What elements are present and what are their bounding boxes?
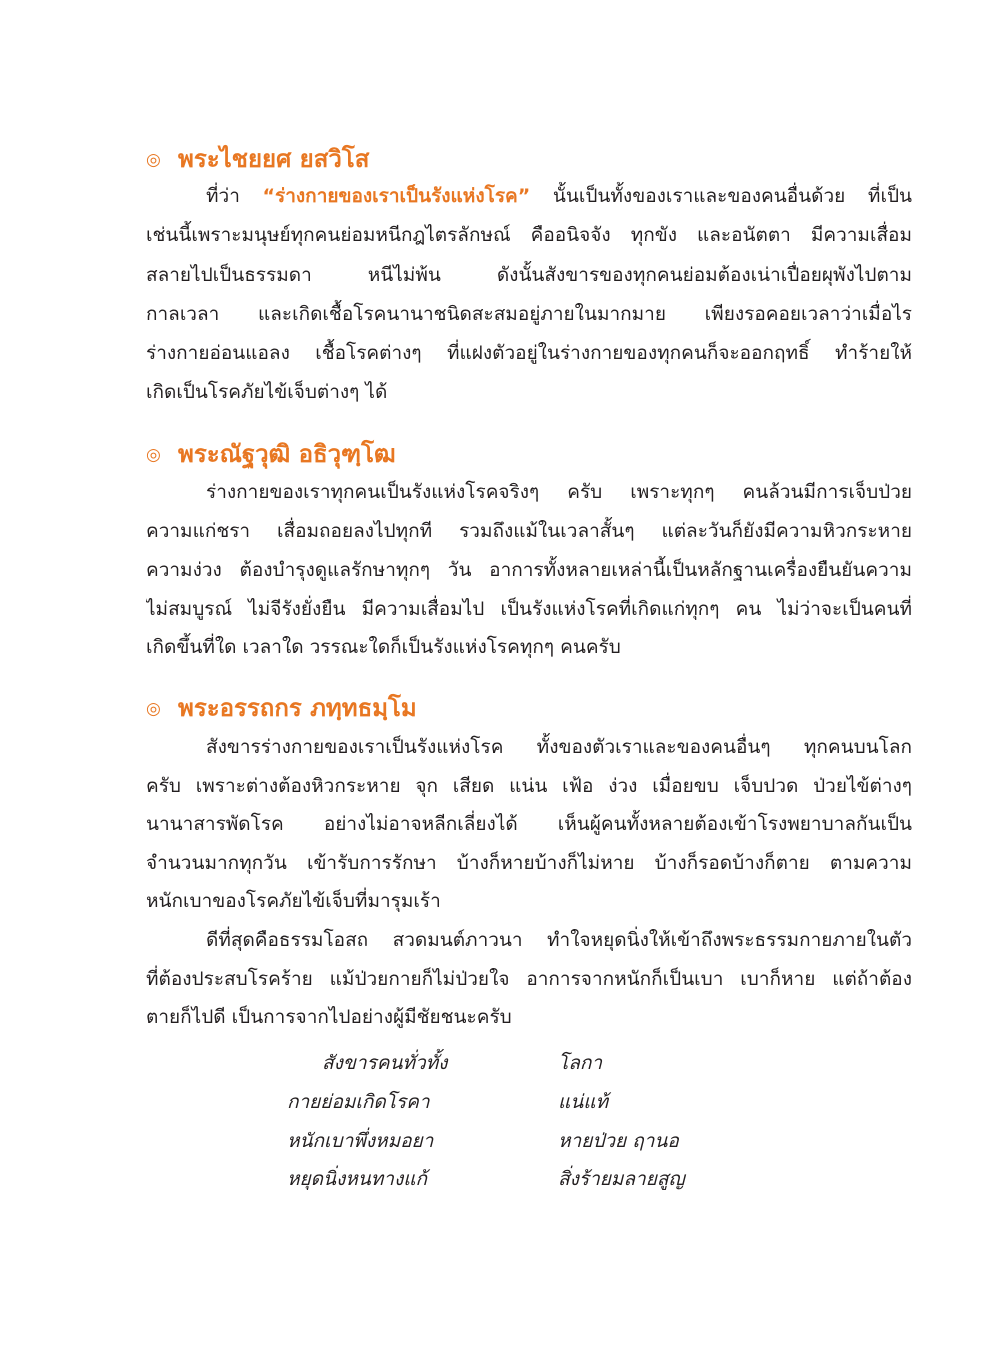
section-3-para2-line-2: ที่ต้องประสบโรคร้าย แม้ป่วยกายก็ไม่ป่วยใจ อาการจากหนักก็เป็นเบา เบาก็หาย แต่ถ้าต้อง bbox=[146, 968, 912, 990]
poem-left-3: หนักเบาพึ่งหมอยา bbox=[287, 1130, 434, 1152]
section-3-para2-line-3: ตายก็ไปดี เป็นการจากไปอย่างผู้มีชัยชนะครับ bbox=[146, 1006, 512, 1028]
bullet-icon: ◎ bbox=[146, 699, 161, 719]
poem-left-4: หยุดนิ่งหนทางแก้ bbox=[287, 1168, 427, 1190]
bullet-icon: ◎ bbox=[146, 445, 161, 465]
poem-left-2: กายย่อมเกิดโรคา bbox=[287, 1091, 430, 1113]
section-3-line-5: หนักเบาของโรคภัยไข้เจ็บที่มารุมเร้า bbox=[146, 890, 441, 912]
section-2-title bbox=[146, 437, 396, 472]
section-3-line-1: สังขารร่างกายของเราเป็นรังแห่งโรค ทั้งของตัวเราและของคนอื่นๆ ทุกคนบนโลก bbox=[206, 736, 912, 758]
section-1-highlight: “ร่างกายของเราเป็นรังแห่งโรค” bbox=[262, 185, 531, 207]
section-3-line-4: จำนวนมากทุกวัน เข้ารับการรักษา บ้างก็หายบ้างก็ไม่หาย บ้างก็รอดบ้างก็ตาย ตามความ bbox=[146, 852, 912, 874]
poem-right-4: สิ่งร้ายมลายสูญ bbox=[558, 1168, 685, 1190]
section-2-title-text: พระณัฐวุฒิ อธิวุฑฺโฒ bbox=[178, 440, 396, 468]
poem-left-1: สังขารคนทั่วทั้ง bbox=[322, 1052, 448, 1074]
section-1-line-5: ร่างกายอ่อนแอลง เชื้อโรคต่างๆ ที่แฝงตัวอยู่ในร่างกายของทุกคนก็จะออกฤทธิ์ ทำร้ายให้ bbox=[146, 342, 912, 364]
section-3-title bbox=[146, 691, 417, 726]
section-2-line-2: ความแก่ชรา เสื่อมถอยลงไปทุกที รวมถึงแม้ในเวลาสั้นๆ แต่ละวันก็ยังมีความหิวกระหาย bbox=[146, 520, 912, 542]
section-1-line-6: เกิดเป็นโรคภัยไข้เจ็บต่างๆ ได้ bbox=[146, 381, 388, 403]
section-2-line-4: ไม่สมบูรณ์ ไม่จีรังยั่งยืน มีความเสื่อมไป เป็นรังแห่งโรคที่เกิดแก่ทุกๆ คน ไม่ว่าจะเป็นคนที่ bbox=[146, 598, 912, 620]
section-1-line-1-text: นั้นเป็นทั้งของเราและของคนอื่นด้วย ที่เป็น bbox=[552, 185, 912, 207]
section-1-title-text: พระไชยยศ ยสวิโส bbox=[178, 145, 370, 173]
section-1-line-3: สลายไปเป็นธรรมดา หนีไม่พ้น ดังนั้นสังขารของทุกคนย่อมต้องเน่าเปื่อยผุพังไปตาม bbox=[146, 264, 912, 286]
section-1-line-1 bbox=[206, 181, 912, 211]
poem-right-2: แน่แท้ bbox=[558, 1091, 609, 1113]
section-3-line-3: นานาสารพัดโรค อย่างไม่อาจหลีกเลี่ยงได้ เห็นผู้คนทั้งหลายต้องเข้าโรงพยาบาลกันเป็น bbox=[146, 813, 912, 835]
poem-right-3: หายป่วย ฤานอ bbox=[558, 1130, 679, 1152]
section-1-title bbox=[146, 142, 369, 177]
section-3-title-text: พระอรรถกร ภทฺทธมฺโม bbox=[178, 694, 417, 722]
section-3-line-2: ครับ เพราะต่างต้องหิวกระหาย จุก เสียด แน่น เฟ้อ ง่วง เมื่อยขบ เจ็บปวด ป่วยไข้ต่างๆ bbox=[146, 775, 912, 797]
section-1-line-4: กาลเวลา และเกิดเชื้อโรคนานาชนิดสะสมอยู่ภายในมากมาย เพียงรอคอยเวลาว่าเมื่อไร bbox=[146, 303, 912, 325]
section-2-line-5: เกิดขึ้นที่ใด เวลาใด วรรณะใดก็เป็นรังแห่งโรคทุกๆ คนครับ bbox=[146, 636, 621, 658]
section-3-para2-line-1: ดีที่สุดคือธรรมโอสถ สวดมนต์ภาวนา ทำใจหยุดนิ่งให้เข้าถึงพระธรรมกายภายในตัว bbox=[206, 929, 912, 951]
poem-right-1: โลกา bbox=[558, 1052, 603, 1074]
section-1-line-2: เช่นนี้เพราะมนุษย์ทุกคนย่อมหนีกฎไตรลักษณ์ คืออนิจจัง ทุกขัง และอนัตตา มีความเสื่อม bbox=[146, 224, 912, 246]
bullet-icon: ◎ bbox=[146, 150, 161, 170]
section-2-line-1: ร่างกายของเราทุกคนเป็นรังแห่งโรคจริงๆ ครับ เพราะทุกๆ คนล้วนมีการเจ็บป่วย bbox=[206, 481, 912, 503]
section-2-line-3: ความง่วง ต้องบำรุงดูแลรักษาทุกๆ วัน อาการทั้งหลายเหล่านี้เป็นหลักฐานเครื่องยืนยันความ bbox=[146, 559, 912, 581]
section-1-lead: ที่ว่า bbox=[206, 185, 240, 207]
